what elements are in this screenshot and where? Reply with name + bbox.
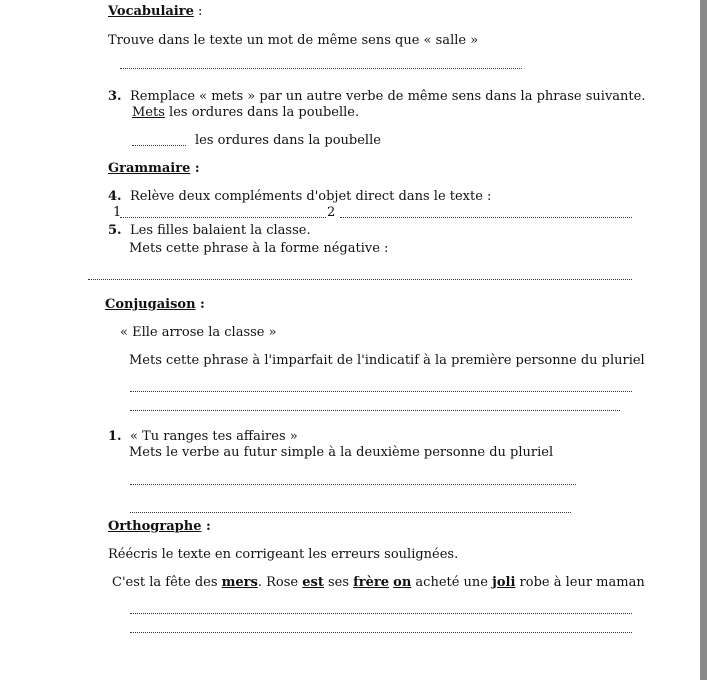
section-heading-conjugaison [105,297,205,313]
sentence-text: C'est la fête des [112,575,222,590]
page-edge [700,0,707,680]
question-3-fill-text: les ordures dans la poubelle [195,133,381,148]
quote-sentence-2: « Tu ranges tes affaires » [130,429,298,444]
answer-line-2[interactable] [340,217,632,218]
question-number: 5. [108,223,122,238]
answer-line-2[interactable] [130,512,571,513]
question-text: Les filles balaient la classe. [130,223,311,238]
heading-suffix: : [195,297,205,312]
section-heading-grammaire [108,161,200,177]
question-3-sentence [132,105,359,121]
answer-line-1[interactable] [130,484,576,485]
heading-suffix: : [190,161,200,176]
question-text: Remplace « mets » par un autre verbe de même sens dans la phrase suivante. [130,89,646,104]
heading-text: Conjugaison [105,297,196,312]
answer-line-2[interactable] [130,632,632,633]
question-number: 3. [108,89,122,104]
answer-blank[interactable] [132,145,186,146]
error-word: frère [353,575,390,590]
answer-line-1[interactable] [130,391,632,392]
answer-line-1[interactable] [130,613,632,614]
error-word: on [393,575,412,590]
heading-text: Vocabulaire [108,4,194,19]
answer-label-1: 1 [113,205,122,220]
heading-suffix: : [201,519,211,534]
answer-label-2: 2 [327,205,336,220]
question-3 [108,89,645,105]
question-synonym-salle: Trouve dans le texte un mot de même sens que « salle » [108,33,479,48]
underlined-word: Mets [132,105,165,120]
sentence-text: . Rose [257,575,303,590]
error-word: joli [492,575,516,590]
question-5-instruction: Mets cette phrase à la forme négative : [129,241,389,256]
instruction-imparfait: Mets cette phrase à l'imparfait de l'indicatif à la première personne du pluriel [129,353,645,368]
error-word: mers [221,575,258,590]
question-4 [108,189,491,205]
question-5 [108,223,311,239]
question-number: 1. [108,429,122,444]
quote-sentence-1: « Elle arrose la classe » [120,325,277,340]
answer-line[interactable] [120,68,522,69]
answer-line[interactable] [88,279,632,280]
heading-suffix: : [193,4,203,19]
section-heading-vocabulaire [108,4,202,20]
instruction-orthographe: Réécris le texte en corrigeant les erreurs soulignées. [108,547,459,562]
error-word: est [302,575,324,590]
sentence-with-errors [112,575,645,591]
heading-text: Grammaire [108,161,191,176]
sentence-text: acheté une [411,575,493,590]
heading-text: Orthographe [108,519,202,534]
question-text: Relève deux compléments d'objet direct dans le texte : [130,189,492,204]
sentence-rest: les ordures dans la poubelle. [164,105,360,120]
question-number: 4. [108,189,122,204]
instruction-futur: Mets le verbe au futur simple à la deuxième personne du pluriel [129,445,554,460]
answer-line-1[interactable] [120,217,326,218]
sentence-text: ses [323,575,354,590]
sentence-text: robe à leur maman [515,575,645,590]
question-1 [108,429,298,445]
answer-line-2[interactable] [130,410,620,411]
section-heading-orthographe [108,519,211,535]
